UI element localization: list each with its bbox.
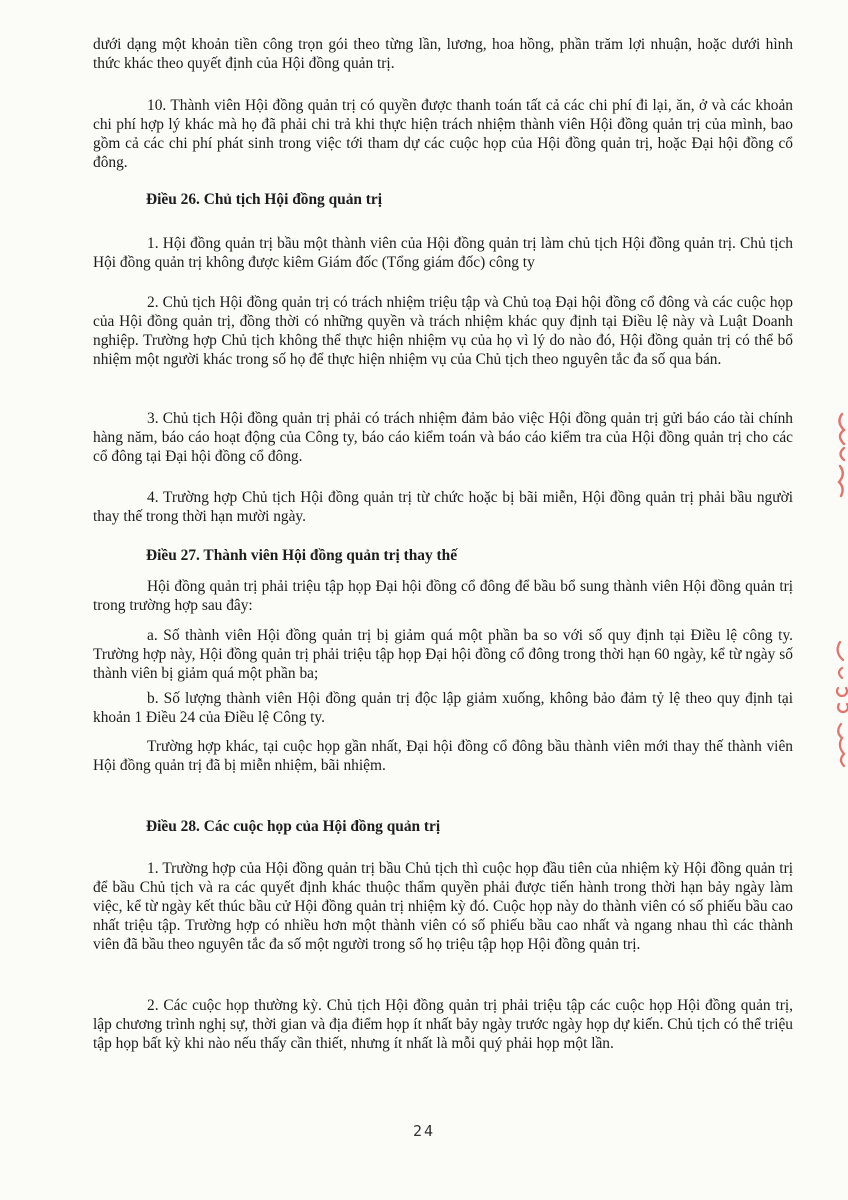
paragraph: b. Số lượng thành viên Hội đồng quản trị độc lập giảm xuống, không bảo đảm tỷ lệ theo quy định tại khoản 1 Điều 24 của Điều lệ Công ty.: [93, 690, 793, 726]
paragraph: 4. Trường hợp Chủ tịch Hội đồng quản trị từ chức hoặc bị bãi miễn, Hội đồng quản trị phải bầu người thay thế trong thời hạn mười ngày.: [93, 489, 793, 525]
article-heading: Điều 27. Thành viên Hội đồng quản trị thay thế: [146, 547, 458, 564]
paragraph: 2. Chủ tịch Hội đồng quản trị có trách nhiệm triệu tập và Chủ toạ Đại hội đồng cổ đông và các cuộc họp của Hội đồng quản trị, đồng thời có những quyền và trách nhiệm khác quy định tại Điều lệ này và Luật Doanh nghiệp. Trường hợp Chủ tịch không thể thực hiện nhiệm vụ của họ vì lý do nào đó, Hội đồng quản trị có thể bổ nhiệm một người khác trong số họ để thực hiện nhiệm vụ của Chủ tịch theo nguyên tắc đa số qua bán.: [93, 294, 793, 368]
paragraph: 3. Chủ tịch Hội đồng quản trị phải có trách nhiệm đảm bảo việc Hội đồng quản trị gửi báo cáo tài chính hàng năm, báo cáo hoạt động của Công ty, báo cáo kiểm toán và báo cáo kiểm tra của Hội đồng quản trị cho các cổ đông tại Đại hội đồng cổ đông.: [93, 410, 793, 465]
paragraph: 1. Hội đồng quản trị bầu một thành viên của Hội đồng quản trị làm chủ tịch Hội đồng quản trị. Chủ tịch Hội đồng quản trị không được kiêm Giám đốc (Tổng giám đốc) công ty: [93, 235, 793, 271]
paragraph: 2. Các cuộc họp thường kỳ. Chủ tịch Hội đồng quản trị phải triệu tập các cuộc họp Hội đồng quản trị, lập chương trình nghị sự, thời gian và địa điểm họp ít nhất bảy ngày trước ngày họp dự kiến. Chủ tịch có thể triệu tập họp bất kỳ khi nào nếu thấy cần thiết, nhưng ít nhất là mỗi quý phải họp một lần.: [93, 997, 793, 1052]
article-heading: Điều 26. Chủ tịch Hội đồng quản trị: [146, 191, 383, 208]
paragraph: 10. Thành viên Hội đồng quản trị có quyền được thanh toán tất cả các chi phí đi lại, ăn, ở và các khoản chi phí hợp lý khác mà họ đã phải chi trả khi thực hiện trách nhiệm thành viên Hội đồng quản trị của mình, bao gồm cả các chi phí phát sinh trong việc tới tham dự các cuộc họp của Hội đồng quản trị, hoặc Đại hội đồng cổ đông.: [93, 97, 793, 171]
paragraph: 1. Trường hợp của Hội đồng quản trị bầu Chủ tịch thì cuộc họp đầu tiên của nhiệm kỳ Hội đồng quản trị để bầu Chủ tịch và ra các quyết định khác thuộc thẩm quyền phải được tiến hành trong thời hạn bảy ngày làm việc, kể từ ngày kết thúc bầu cử Hội đồng quản trị nhiệm kỳ đó. Cuộc họp này do thành viên có số phiếu bầu cao nhất triệu tập. Trường hợp có nhiều hơn một thành viên có số phiếu bầu cao nhất và ngang nhau thì các thành viên đã bầu theo nguyên tắc đa số một người trong số họ triệu tập họp Hội đồng quản trị.: [93, 860, 793, 953]
paragraph: Hội đồng quản trị phải triệu tập họp Đại hội đồng cổ đông để bầu bổ sung thành viên Hội đồng quản trị trong trường hợp sau đây:: [93, 578, 793, 614]
paragraph: dưới dạng một khoản tiền công trọn gói theo từng lần, lương, hoa hồng, phần trăm lợi nhuận, hoặc dưới hình thức khác theo quyết định của Hội đồng quản trị.: [93, 36, 793, 72]
page-number: 24: [412, 1122, 436, 1140]
paragraph: a. Số thành viên Hội đồng quản trị bị giảm quá một phần ba so với số quy định tại Điều lệ công ty. Trường hợp này, Hội đồng quản trị phải triệu tập họp Đại hội đồng cổ đông trong thời hạn 60 ngày, kể từ ngày số thành viên bị giảm quá một phần ba;: [93, 627, 793, 682]
red-seal-fragment-lower: [826, 640, 848, 770]
article-heading: Điều 28. Các cuộc họp của Hội đồng quản trị: [146, 818, 441, 835]
red-seal-fragment-upper: [828, 410, 848, 500]
paragraph: Trường hợp khác, tại cuộc họp gần nhất, Đại hội đồng cổ đông bầu thành viên mới thay thế thành viên Hội đồng quản trị đã bị miễn nhiệm, bãi nhiệm.: [93, 738, 793, 774]
